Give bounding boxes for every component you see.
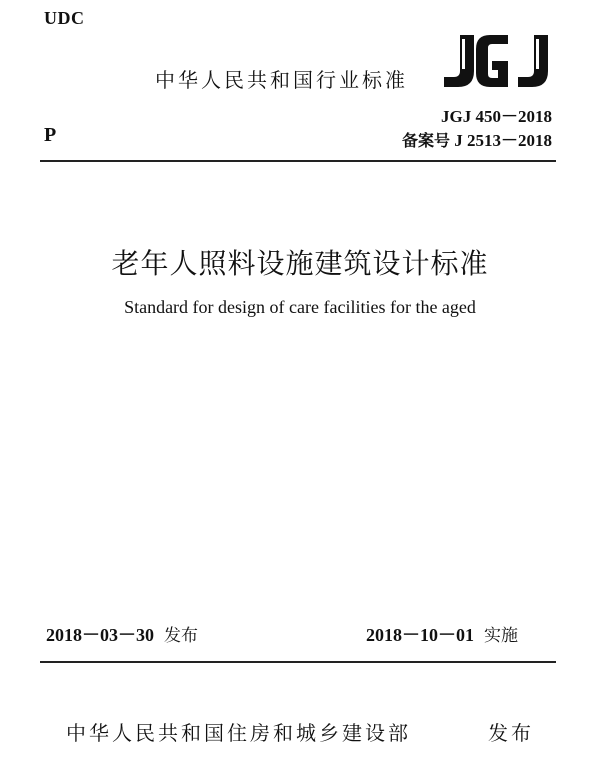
effective-date: 2018－10－01 [366,625,474,645]
industry-standard-title: 中华人民共和国行业标准 [155,68,408,92]
effective-date-line [366,621,518,647]
document-title-english: Standard for design of care facilities for the aged [124,297,476,317]
top-divider [40,160,556,162]
record-label: 备案号 [401,131,450,150]
effective-label: 实施 [484,626,518,646]
document-title-chinese: 老年人照料设施建筑设计标准 [111,247,489,280]
bottom-divider [40,661,556,663]
jgj-logo [438,33,554,91]
standard-number: JGJ 450－2018 [441,107,552,126]
issue-date: 2018－03－30 [46,625,154,645]
ministry-action: 发布 [488,721,534,745]
classification-code: P [44,124,57,146]
record-number: J 2513－2018 [454,131,552,150]
record-number-line [402,126,552,151]
issuing-ministry: 中华人民共和国住房和城乡建设部 [66,721,411,745]
issue-date-line [46,621,198,647]
issue-label: 发布 [164,626,198,646]
udc-label: UDC [44,8,85,28]
